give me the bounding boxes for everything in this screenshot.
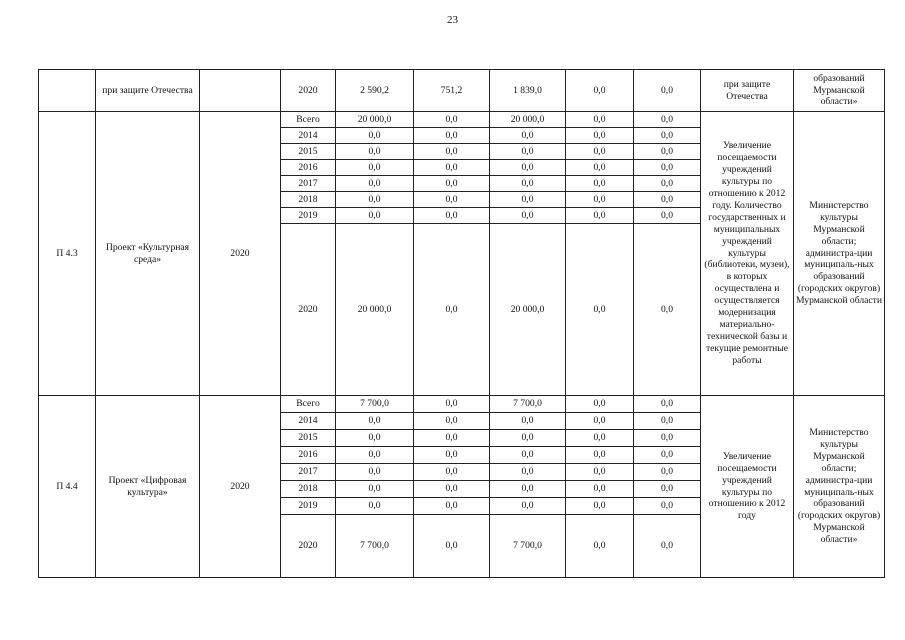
year-cell: 2015 (281, 144, 336, 160)
regional-value: 20 000,0 (490, 112, 566, 128)
total-value: 0,0 (336, 447, 414, 464)
federal-value: 0,0 (414, 396, 490, 413)
total-value: 0,0 (336, 481, 414, 498)
name-cell: при защите Отечества (96, 70, 200, 112)
other-value: 0,0 (634, 464, 701, 481)
local-value: 0,0 (566, 176, 634, 192)
total-value: 0,0 (336, 498, 414, 515)
local-value: 0,0 (566, 464, 634, 481)
total-value: 0,0 (336, 464, 414, 481)
federal-value: 0,0 (414, 160, 490, 176)
federal-value: 0,0 (414, 144, 490, 160)
other-value: 0,0 (634, 481, 701, 498)
federal-value: 0,0 (414, 176, 490, 192)
year-cell: 2014 (281, 413, 336, 430)
regional-value: 0,0 (490, 160, 566, 176)
local-value: 0,0 (566, 515, 634, 578)
other-value: 0,0 (634, 70, 701, 112)
other-value: 0,0 (634, 515, 701, 578)
regional-value: 0,0 (490, 144, 566, 160)
federal-value: 0,0 (414, 192, 490, 208)
executor-cell: Министерство культуры Мурманской области; администра-ции муниципаль-ных образований (городских округов) Мурманской области» (794, 396, 885, 578)
table-body (39, 70, 885, 578)
local-value: 0,0 (566, 498, 634, 515)
regional-value: 0,0 (490, 430, 566, 447)
other-value: 0,0 (634, 413, 701, 430)
total-value: 20 000,0 (336, 224, 414, 396)
total-value: 0,0 (336, 144, 414, 160)
local-value: 0,0 (566, 112, 634, 128)
total-value: 0,0 (336, 128, 414, 144)
regional-value: 7 700,0 (490, 515, 566, 578)
federal-value: 0,0 (414, 430, 490, 447)
total-value: 0,0 (336, 176, 414, 192)
total-value: 20 000,0 (336, 112, 414, 128)
federal-value: 0,0 (414, 112, 490, 128)
page-number: 23 (447, 14, 458, 26)
year-cell: 2016 (281, 447, 336, 464)
year-cell: 2017 (281, 176, 336, 192)
other-value: 0,0 (634, 160, 701, 176)
indicator-cell: Увеличение посещаемости учреждений культуры по отношению к 2012 году. Количество государственных и муниципальных учреждений культуры (библиотеки, музеи), в которых осуществлена и осуществляется модернизация материально-технической базы и текущие ремонтные работы (701, 112, 794, 396)
indicator-cell: при защите Отечества (701, 70, 794, 112)
executor-cell: Министерство культуры Мурманской области; администра-ции муниципаль-ных образований (городских округов) Мурманской области (794, 112, 885, 396)
regional-value: 20 000,0 (490, 224, 566, 396)
federal-value: 0,0 (414, 515, 490, 578)
local-value: 0,0 (566, 70, 634, 112)
executor-cell: образований Мурманской области» (794, 70, 885, 112)
federal-value: 0,0 (414, 413, 490, 430)
period-cell (200, 70, 281, 112)
name-cell: Проект «Цифровая культура» (96, 396, 200, 578)
code-cell: П 4.3 (39, 112, 96, 396)
federal-value: 0,0 (414, 128, 490, 144)
other-value: 0,0 (634, 447, 701, 464)
regional-value: 0,0 (490, 208, 566, 224)
name-cell: Проект «Культурная среда» (96, 112, 200, 396)
federal-value: 0,0 (414, 224, 490, 396)
regional-value: 0,0 (490, 447, 566, 464)
year-cell: 2014 (281, 128, 336, 144)
total-value: 2 590,2 (336, 70, 414, 112)
local-value: 0,0 (566, 144, 634, 160)
local-value: 0,0 (566, 447, 634, 464)
local-value: 0,0 (566, 192, 634, 208)
other-value: 0,0 (634, 192, 701, 208)
table-row (39, 396, 885, 413)
code-cell: П 4.4 (39, 396, 96, 578)
regional-value: 0,0 (490, 413, 566, 430)
regional-value: 1 839,0 (490, 70, 566, 112)
total-value: 0,0 (336, 160, 414, 176)
other-value: 0,0 (634, 128, 701, 144)
year-cell: 2020 (281, 70, 336, 112)
period-cell: 2020 (200, 112, 281, 396)
table-row-continuation (39, 70, 885, 112)
year-cell: 2016 (281, 160, 336, 176)
total-value: 0,0 (336, 192, 414, 208)
other-value: 0,0 (634, 396, 701, 413)
local-value: 0,0 (566, 430, 634, 447)
year-cell: 2020 (281, 224, 336, 396)
regional-value: 7 700,0 (490, 396, 566, 413)
regional-value: 0,0 (490, 128, 566, 144)
year-cell: 2019 (281, 498, 336, 515)
year-cell: 2015 (281, 430, 336, 447)
code-cell (39, 70, 96, 112)
local-value: 0,0 (566, 160, 634, 176)
regional-value: 0,0 (490, 498, 566, 515)
federal-value: 0,0 (414, 208, 490, 224)
federal-value: 0,0 (414, 464, 490, 481)
total-value: 7 700,0 (336, 515, 414, 578)
other-value: 0,0 (634, 430, 701, 447)
other-value: 0,0 (634, 224, 701, 396)
regional-value: 0,0 (490, 481, 566, 498)
year-cell: 2017 (281, 464, 336, 481)
budget-table (38, 69, 885, 578)
local-value: 0,0 (566, 396, 634, 413)
federal-value: 0,0 (414, 481, 490, 498)
table-row (39, 112, 885, 128)
total-value: 0,0 (336, 430, 414, 447)
local-value: 0,0 (566, 224, 634, 396)
year-cell: Всего (281, 396, 336, 413)
total-value: 0,0 (336, 413, 414, 430)
other-value: 0,0 (634, 144, 701, 160)
other-value: 0,0 (634, 176, 701, 192)
local-value: 0,0 (566, 128, 634, 144)
federal-value: 0,0 (414, 447, 490, 464)
federal-value: 0,0 (414, 498, 490, 515)
period-cell: 2020 (200, 396, 281, 578)
year-cell: 2020 (281, 515, 336, 578)
local-value: 0,0 (566, 413, 634, 430)
year-cell: 2019 (281, 208, 336, 224)
federal-value: 751,2 (414, 70, 490, 112)
regional-value: 0,0 (490, 464, 566, 481)
indicator-cell: Увеличение посещаемости учреждений культуры по отношению к 2012 году (701, 396, 794, 578)
regional-value: 0,0 (490, 192, 566, 208)
other-value: 0,0 (634, 112, 701, 128)
year-cell: Всего (281, 112, 336, 128)
total-value: 7 700,0 (336, 396, 414, 413)
total-value: 0,0 (336, 208, 414, 224)
other-value: 0,0 (634, 498, 701, 515)
local-value: 0,0 (566, 481, 634, 498)
local-value: 0,0 (566, 208, 634, 224)
other-value: 0,0 (634, 208, 701, 224)
year-cell: 2018 (281, 481, 336, 498)
year-cell: 2018 (281, 192, 336, 208)
regional-value: 0,0 (490, 176, 566, 192)
